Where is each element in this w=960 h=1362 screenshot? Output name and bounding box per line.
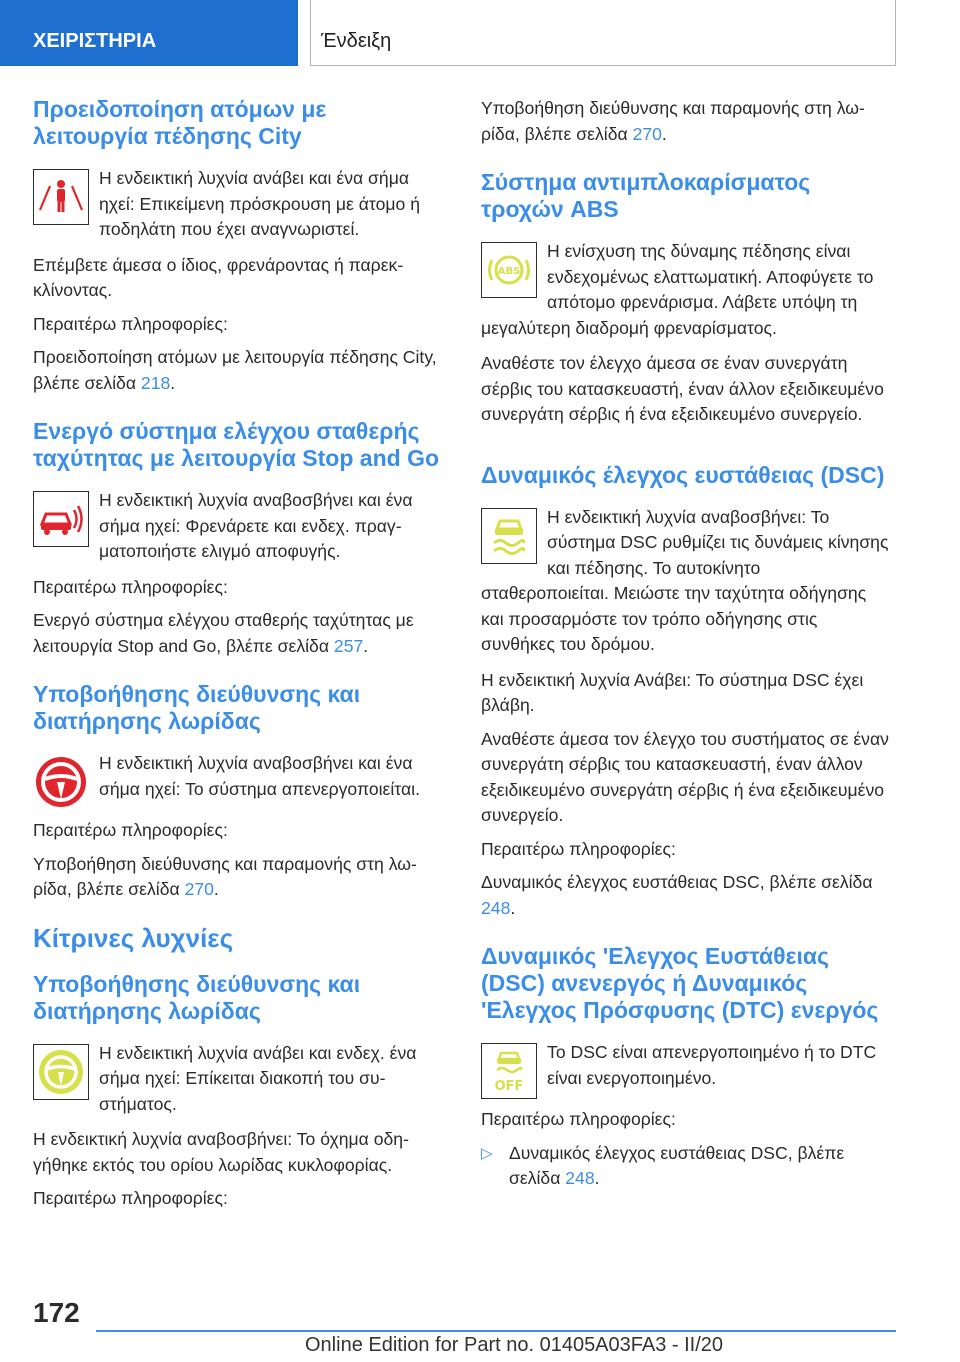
dsc-skid-icon [481,508,537,564]
dsc-off-desc: Το DSC είναι απενεργοποιημένο ή το DTC είναι ενεργοποιημένο. [547,1042,877,1088]
lane-assist-red-block [33,751,445,814]
dsc-ref: Δυναμικός έλεγχος ευστάθειας DSC, βλέπε σελίδα 248. [481,872,873,918]
page-link-248[interactable]: 248 [481,897,511,918]
heading-pedestrian-warning: Προειδοποίηση ατόμων με λειτουργία πέδησης City [33,96,327,149]
pedestrian-warning-desc: Η ενδεικτική λυχνία ανάβει και ένα σήμα ηχεί: Επικείμενη πρόσκρουση με άτομο ή ποδηλάτη που έχει αναγνωριστεί. [99,168,420,239]
lane-assist-yellow-flash: Η ενδεικτική λυχνία αναβοσβήνει: Το όχημα οδηγήθηκε εκτός του ορίου λωρίδας κυκλοφορίας. [33,1129,409,1175]
heading-dsc: Δυναμικός έλεγχος ευστάθειας (DSC) [481,461,885,488]
breadcrumb: Ένδειξη [310,0,896,66]
svg-text:ABS: ABS [497,266,521,277]
more-info-label: Περαιτέρω πληροφορίες: [481,838,676,859]
lane-assist-yellow-ref: Υποβοήθηση διεύθυνσης και παραμονής στη λωρίδα, βλέπε σελίδα 270. [481,98,865,144]
more-info-label: Περαιτέρω πληροφορίες: [33,1188,228,1208]
heading-dsc-off-dtc: Δυναμικός 'Ελεγχος Ευστάθειας (DSC) ανενεργός ή Δυναμικός 'Ελεγχος Πρόσφυσης (DTC) ενεργός [481,943,879,1023]
lane-assist-red-desc: Η ενδεικτική λυχνία αναβοσβήνει και ένα σήμα ηχεί: Το σύστημα απενεργοποιείται. [99,753,420,799]
page-link-218[interactable]: 218 [140,372,171,393]
acc-stop-go-desc: Η ενδεικτική λυχνία αναβοσβήνει και ένα σήμα ηχεί: Φρενάρετε και ενδεχ. πραγματοποιήστε ελιγμό αποφυγής. [99,490,413,561]
heading-lane-assist-red: Υποβοήθησης διεύθυνσης και διατήρησης λωρίδας [33,681,361,734]
dsc-block [481,505,893,664]
heading-acc-stop-go: Ενεργό σύστημα ελέγχου σταθερής ταχύτητας με λειτουργία Stop and Go [33,418,440,471]
left-column [33,96,445,1220]
dsc-desc: Η ενδεικτική λυχνία αναβοσβήνει: Το σύστημα DSC ρυθμίζει τις δυνάμεις κίνησης και πέδησης. Το αυτοκίνητο σταθεροποιείται. Μειώστε την ταχύτητα οδήγησης και προσαρμόστε τον τρόπο οδήγησης στις συνθήκες του δρόμου. [481,506,889,654]
edition-footer: Online Edition for Part no. 01405A03FA3 - II/20 [305,1334,724,1356]
pedestrian-warning-icon [33,169,89,225]
page-header [0,0,960,66]
section-yellow-lights: Κίτρινες λυχνίες [33,922,234,953]
pedestrian-warning-action: Επέμβετε άμεσα ο ίδιος, φρενάροντας ή παρεκκλίνοντας. [33,254,404,300]
page-link-270[interactable]: 270 [632,123,662,144]
acc-stop-go-ref: Ενεργό σύστημα ελέγχου σταθερής ταχύτητας με λειτουργία Stop and Go, βλέπε σελίδα 257. [33,610,414,656]
page-link-248[interactable]: 248 [565,1168,595,1188]
dsc-off-block [481,1040,893,1103]
more-info-label: Περαιτέρω πληροφορίες: [33,820,228,840]
right-column [481,96,893,1192]
abs-block [481,239,893,347]
pedestrian-warning-ref: Προειδοποίηση ατόμων με λειτουργία πέδησης City, βλέπε σελίδα 218. [33,347,437,393]
lane-assist-red-ref: Υποβοήθηση διεύθυνσης και παραμονής στη λωρίδα, βλέπε σελίδα 270. [33,853,417,899]
more-info-label: Περαιτέρω πληροφορίες: [33,313,228,334]
lane-assist-yellow-block [33,1041,445,1124]
heading-abs: Σύστημα αντιμπλοκαρίσματος τροχών ABS [481,169,811,222]
steering-wheel-yellow-icon [33,1044,89,1100]
dsc-off-icon [481,1043,537,1099]
dsc-action: Αναθέστε άμεσα τον έλεγχο του συστήματος σε έναν συνεργάτη σέρβις του κατασκευαστή, έναν άλλον εξειδικευμένο συνεργάτη σέρβις ή ένα εξειδικευμένο συνεργείο. [481,728,889,825]
svg-text:OFF: OFF [494,1079,524,1094]
dsc-fault: Η ενδεικτική λυχνία Ανάβει: Το σύστημα DSC έχει βλάβη. [481,669,864,715]
steering-wheel-red-icon [33,754,89,810]
pedestrian-warning-block [33,166,445,249]
footer-divider [96,1330,896,1332]
more-info-label: Περαιτέρω πληροφορίες: [33,576,228,597]
chapter-tab[interactable]: ΧΕΙΡΙΣΤΗΡΙΑ [0,0,298,66]
abs-warning-icon [481,242,537,298]
acc-stop-go-block [33,488,445,571]
page-link-257[interactable]: 257 [333,635,364,656]
abs-desc: Η ενίσχυση της δύναμης πέδησης είναι ενδεχομένως ελαττωματική. Αποφύγετε το απότομο φρενάρισμα. Λάβετε υπόψη τη μεγαλύτερη διαδρομή φρεναρίσματος. [481,241,874,338]
page-link-270[interactable]: 270 [184,879,214,899]
heading-lane-assist-yellow: Υποβοήθησης διεύθυνσης και διατήρησης λωρίδας [33,970,361,1024]
lane-assist-yellow-desc: Η ενδεικτική λυχνία ανάβει και ενδεχ. ένα σήμα ηχεί: Επίκειται διακοπή του συστήματος. [99,1042,417,1114]
dsc-off-ref-item: ▷ Δυναμικός έλεγχος ευστάθειας DSC, βλέπε σελίδα 248. [481,1141,893,1192]
bullet-triangle-icon: ▷ [481,1144,493,1162]
more-info-label: Περαιτέρω πληροφορίες: [481,1109,676,1129]
car-collision-icon [33,491,89,547]
abs-action: Αναθέστε τον έλεγχο άμεσα σε έναν συνεργάτη σέρβις του κατασκευαστή, έναν άλλον εξειδικευμένο συνεργάτη σέρβις ή ένα εξειδικευμένο συνεργείο. [481,353,884,424]
page-number: 172 [33,1297,80,1328]
